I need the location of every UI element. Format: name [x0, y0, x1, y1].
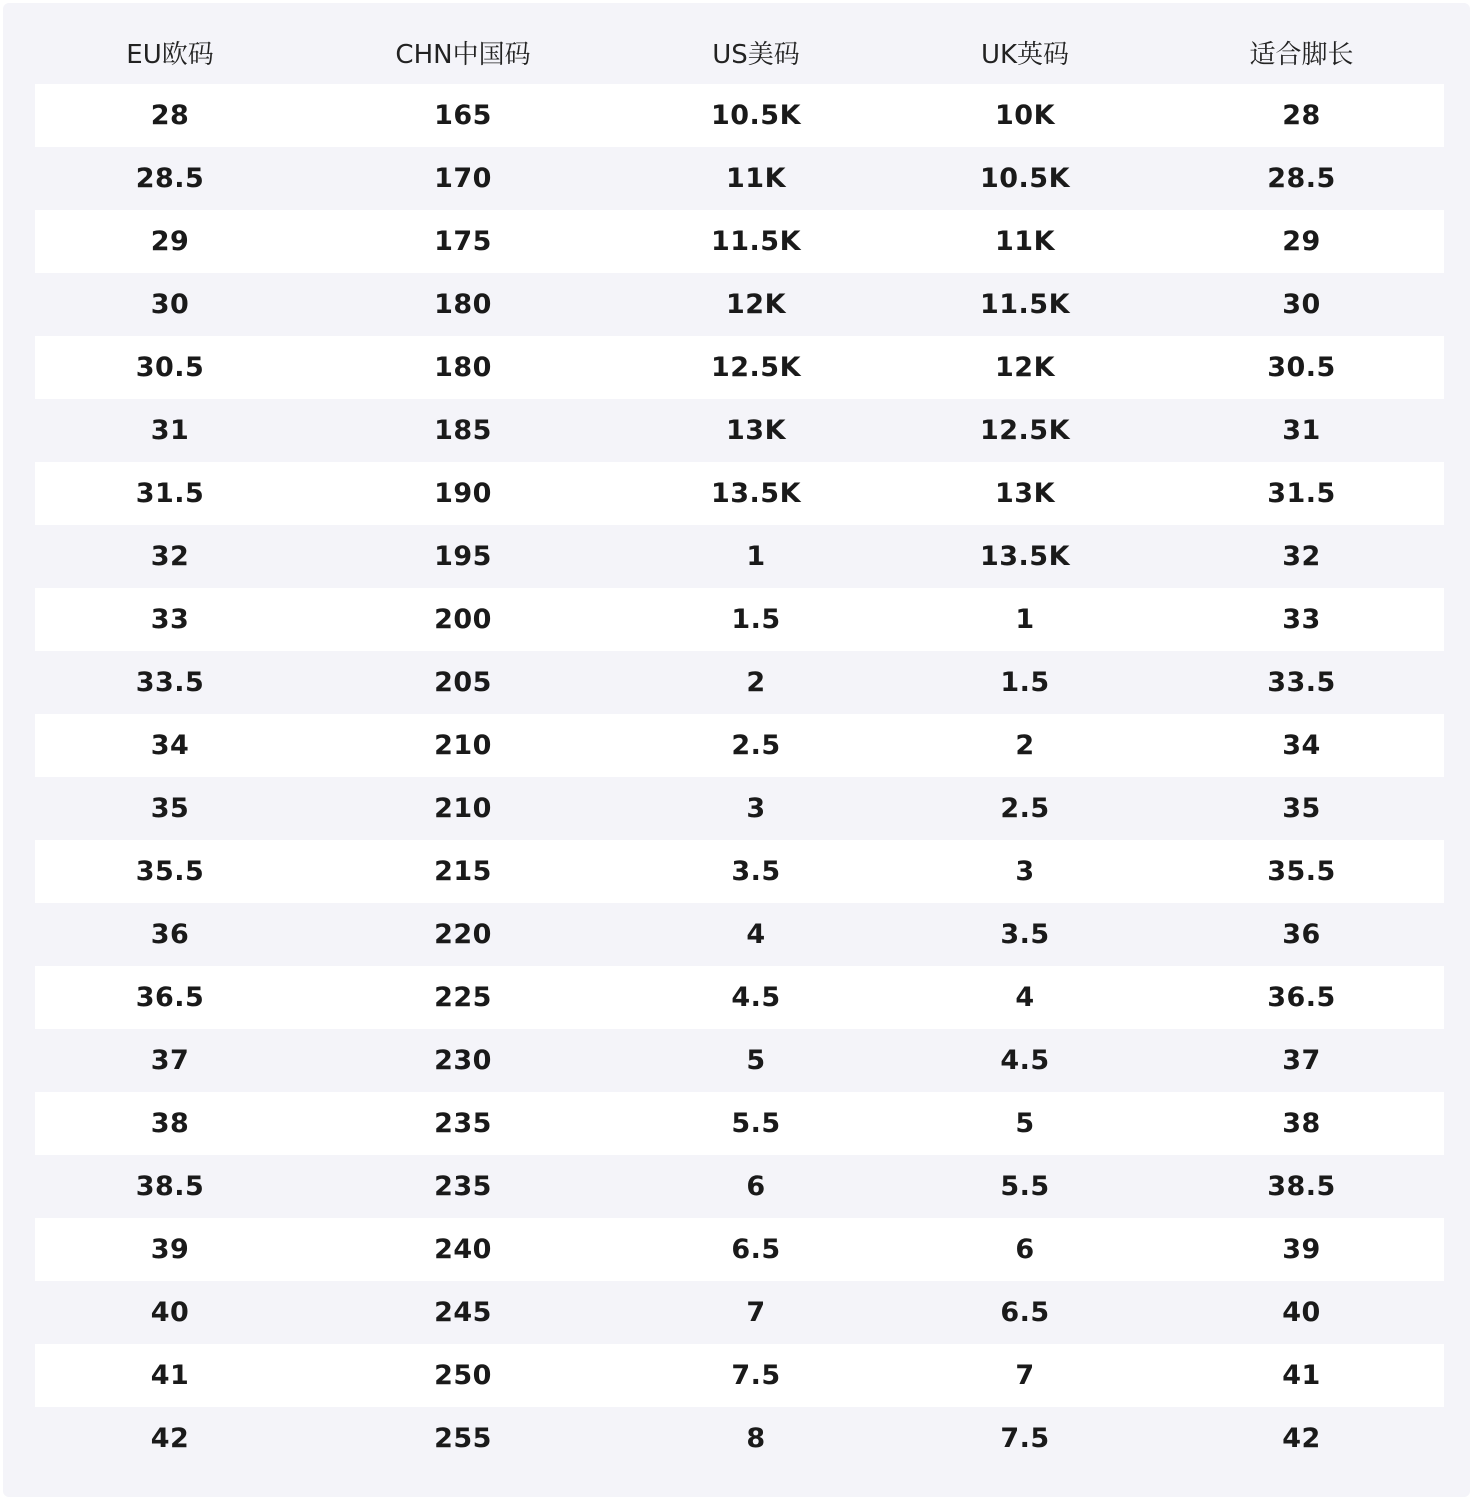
cell-eu: 39 — [35, 1218, 305, 1281]
cell-uk: 5.5 — [1000, 1171, 1050, 1202]
header-row — [35, 21, 1444, 84]
cell-chn: 200 — [305, 588, 621, 651]
cell-eu: 38.5 — [135, 1171, 205, 1202]
cell-eu: 31.5 — [35, 462, 305, 525]
cell-foot-length: 33.5 — [1267, 667, 1336, 698]
table-row — [35, 651, 1444, 714]
cell-eu: 35.5 — [35, 840, 305, 903]
cell-us: 7.5 — [621, 1344, 891, 1407]
cell-eu: 37 — [150, 1045, 190, 1076]
cell-eu: 38 — [35, 1092, 305, 1155]
cell-eu: 36.5 — [35, 966, 305, 1029]
column-header-us: US美码 — [712, 40, 800, 70]
cell-us: 10.5K — [621, 84, 891, 147]
cell-uk: 3.5 — [1000, 919, 1050, 950]
cell-uk: 3 — [891, 840, 1159, 903]
cell-foot-length: 31 — [1282, 415, 1321, 446]
cell-chn: 190 — [305, 462, 621, 525]
cell-uk: 11.5K — [979, 289, 1071, 320]
table-row — [35, 903, 1444, 966]
cell-uk: 7.5 — [1000, 1423, 1050, 1454]
cell-foot-length: 34 — [1159, 714, 1444, 777]
cell-foot-length: 31.5 — [1159, 462, 1444, 525]
cell-foot-length: 39 — [1159, 1218, 1444, 1281]
table-row — [35, 1218, 1444, 1281]
table-body — [35, 84, 1444, 1470]
cell-eu: 35 — [150, 793, 190, 824]
cell-uk: 4 — [891, 966, 1159, 1029]
cell-us: 1 — [746, 541, 766, 572]
cell-eu: 30.5 — [35, 336, 305, 399]
cell-foot-length: 41 — [1159, 1344, 1444, 1407]
table-row — [35, 1092, 1444, 1155]
cell-uk: 12.5K — [979, 415, 1071, 446]
table-row — [35, 966, 1444, 1029]
cell-us: 12.5K — [621, 336, 891, 399]
cell-us: 4.5 — [621, 966, 891, 1029]
table-row — [35, 1029, 1444, 1092]
cell-chn: 175 — [305, 210, 621, 273]
cell-uk: 10K — [891, 84, 1159, 147]
cell-uk: 2.5 — [1000, 793, 1050, 824]
cell-chn: 250 — [305, 1344, 621, 1407]
cell-us: 12K — [726, 289, 786, 320]
cell-foot-length: 33 — [1159, 588, 1444, 651]
table-row — [35, 1155, 1444, 1218]
cell-foot-length: 28.5 — [1267, 163, 1336, 194]
cell-us: 2 — [746, 667, 766, 698]
column-header-uk: UK英码 — [980, 40, 1070, 70]
cell-us: 2.5 — [621, 714, 891, 777]
table-row — [35, 777, 1444, 840]
cell-eu: 28.5 — [135, 163, 205, 194]
cell-eu: 31 — [150, 415, 190, 446]
cell-chn: 210 — [305, 714, 621, 777]
cell-chn: 180 — [305, 336, 621, 399]
table-row — [35, 210, 1444, 273]
cell-uk: 6.5 — [1000, 1297, 1050, 1328]
cell-eu: 36 — [150, 919, 190, 950]
cell-uk: 11K — [891, 210, 1159, 273]
cell-eu: 32 — [150, 541, 190, 572]
cell-foot-length: 35 — [1282, 793, 1321, 824]
cell-us: 11.5K — [621, 210, 891, 273]
table-row — [35, 84, 1444, 147]
cell-chn: 165 — [305, 84, 621, 147]
table-row — [35, 336, 1444, 399]
cell-chn: 195 — [434, 541, 492, 572]
cell-uk: 10.5K — [979, 163, 1071, 194]
cell-chn: 215 — [305, 840, 621, 903]
cell-chn: 245 — [434, 1297, 492, 1328]
cell-chn: 180 — [434, 289, 492, 320]
cell-uk: 2 — [891, 714, 1159, 777]
cell-chn: 225 — [305, 966, 621, 1029]
cell-eu: 29 — [35, 210, 305, 273]
cell-us: 3.5 — [621, 840, 891, 903]
table-row — [35, 1281, 1444, 1344]
cell-eu: 40 — [150, 1297, 190, 1328]
cell-eu: 30 — [150, 289, 190, 320]
column-header-eu: EU欧码 — [126, 40, 214, 70]
cell-chn: 255 — [434, 1423, 492, 1454]
cell-eu: 33.5 — [135, 667, 205, 698]
cell-foot-length: 30 — [1282, 289, 1321, 320]
cell-us: 6 — [746, 1171, 766, 1202]
cell-foot-length: 38 — [1159, 1092, 1444, 1155]
cell-uk: 13K — [891, 462, 1159, 525]
cell-foot-length: 40 — [1282, 1297, 1321, 1328]
cell-us: 6.5 — [621, 1218, 891, 1281]
cell-uk: 12K — [891, 336, 1159, 399]
cell-us: 5.5 — [621, 1092, 891, 1155]
column-header-chn: CHN中国码 — [395, 40, 531, 70]
shoe-size-table — [35, 21, 1444, 1470]
column-header-foot-length: 适合脚长 — [1249, 40, 1354, 70]
cell-chn: 185 — [434, 415, 492, 446]
cell-foot-length: 37 — [1282, 1045, 1321, 1076]
cell-us: 11K — [726, 163, 786, 194]
cell-eu: 41 — [35, 1344, 305, 1407]
cell-eu: 34 — [35, 714, 305, 777]
cell-chn: 230 — [434, 1045, 492, 1076]
cell-foot-length: 38.5 — [1267, 1171, 1336, 1202]
cell-uk: 6 — [891, 1218, 1159, 1281]
cell-chn: 235 — [434, 1171, 492, 1202]
cell-chn: 205 — [434, 667, 492, 698]
cell-chn: 235 — [305, 1092, 621, 1155]
cell-chn: 220 — [434, 919, 492, 950]
table-row — [35, 840, 1444, 903]
cell-us: 8 — [746, 1423, 766, 1454]
cell-us: 13.5K — [621, 462, 891, 525]
table-row — [35, 1407, 1444, 1470]
cell-eu: 42 — [150, 1423, 190, 1454]
cell-chn: 240 — [305, 1218, 621, 1281]
cell-foot-length: 42 — [1282, 1423, 1321, 1454]
cell-uk: 4.5 — [1000, 1045, 1050, 1076]
cell-eu: 33 — [35, 588, 305, 651]
cell-uk: 13.5K — [979, 541, 1071, 572]
cell-chn: 170 — [434, 163, 492, 194]
cell-us: 3 — [746, 793, 766, 824]
cell-us: 5 — [746, 1045, 766, 1076]
cell-uk: 5 — [891, 1092, 1159, 1155]
table-row — [35, 147, 1444, 210]
cell-foot-length: 32 — [1282, 541, 1321, 572]
cell-chn: 210 — [434, 793, 492, 824]
cell-foot-length: 30.5 — [1159, 336, 1444, 399]
cell-eu: 28 — [35, 84, 305, 147]
table-row — [35, 714, 1444, 777]
cell-uk: 7 — [891, 1344, 1159, 1407]
cell-us: 13K — [726, 415, 786, 446]
cell-foot-length: 28 — [1159, 84, 1444, 147]
cell-uk: 1 — [891, 588, 1159, 651]
table-row — [35, 1344, 1444, 1407]
table-row — [35, 399, 1444, 462]
cell-foot-length: 35.5 — [1159, 840, 1444, 903]
cell-foot-length: 36 — [1282, 919, 1321, 950]
size-chart-panel — [3, 3, 1470, 1497]
table-row — [35, 525, 1444, 588]
cell-uk: 1.5 — [1000, 667, 1050, 698]
table-row — [35, 273, 1444, 336]
cell-us: 4 — [746, 919, 766, 950]
cell-foot-length: 29 — [1159, 210, 1444, 273]
cell-us: 1.5 — [621, 588, 891, 651]
table-row — [35, 462, 1444, 525]
table-row — [35, 588, 1444, 651]
cell-foot-length: 36.5 — [1159, 966, 1444, 1029]
cell-us: 7 — [746, 1297, 766, 1328]
